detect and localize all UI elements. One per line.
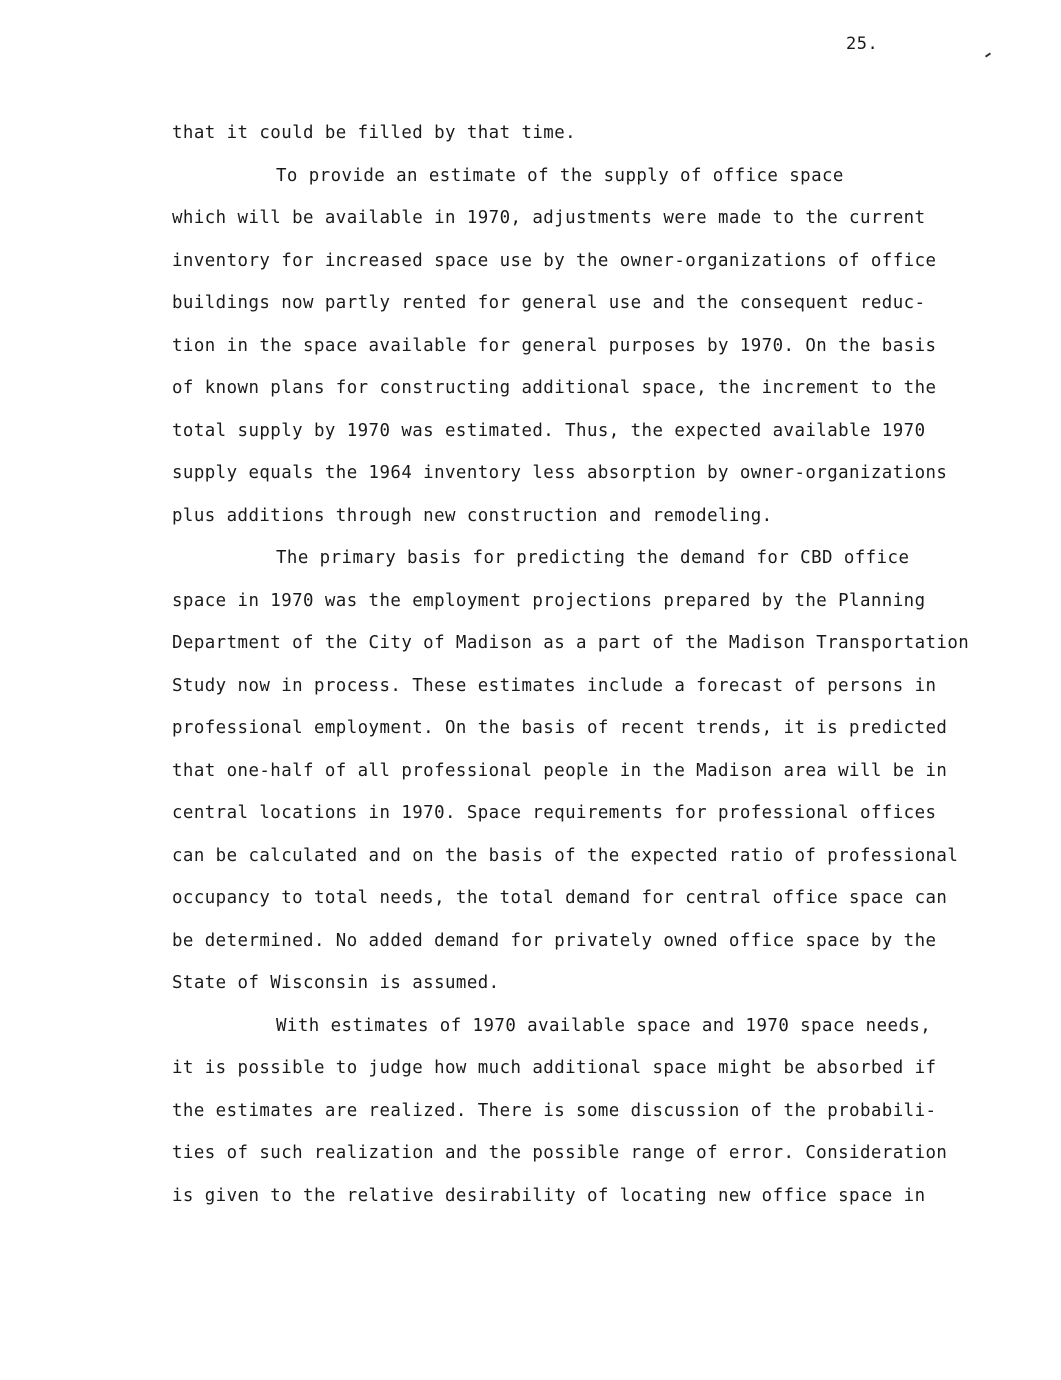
text-line: space in 1970 was the employment projections prepared by the Planning [172, 590, 926, 611]
text-line: With estimates of 1970 available space and 1970 space needs, [276, 1015, 932, 1036]
text-line: Study now in process. These estimates include a forecast of persons in [172, 675, 937, 696]
text-line: of known plans for constructing additional space, the increment to the [172, 378, 937, 398]
text-line: tion in the space available for general purposes by 1970. On the basis [172, 335, 937, 356]
text-line: To provide an estimate of the supply of office space [276, 165, 844, 186]
text-line: Department of the City of Madison as a part of the Madison Transportation [172, 633, 970, 653]
text-line: the estimates are realized. There is some discussion of the probabili- [172, 1100, 937, 1121]
text-line: central locations in 1970. Space requirements for professional offices [172, 803, 937, 823]
text-line: which will be available in 1970, adjustments were made to the current [172, 208, 926, 228]
stray-mark [985, 52, 991, 57]
text-line: State of Wisconsin is assumed. [172, 973, 500, 993]
text-line: inventory for increased space use by the owner-organizations of office [172, 250, 937, 271]
text-line: ties of such realization and the possible range of error. Consideration [172, 1143, 948, 1163]
page-number: 25. [846, 34, 879, 54]
text-line: professional employment. On the basis of recent trends, it is predicted [172, 718, 948, 738]
text-line: can be calculated and on the basis of the expected ratio of professional [172, 845, 959, 866]
text-line: it is possible to judge how much additional space might be absorbed if [172, 1058, 937, 1078]
text-line: occupancy to total needs, the total demand for central office space can [172, 888, 948, 908]
text-line: be determined. No added demand for privately owned office space by the [172, 930, 937, 951]
text-line: supply equals the 1964 inventory less absorption by owner-organizations [172, 463, 948, 483]
text-line: that one-half of all professional people in the Madison area will be in [172, 760, 948, 781]
text-line: plus additions through new construction and remodeling. [172, 505, 773, 526]
body-text [172, 112, 992, 1217]
text-line: The primary basis for predicting the demand for CBD office [276, 548, 910, 568]
text-line: is given to the relative desirability of locating new office space in [172, 1185, 926, 1206]
text-line: that it could be filled by that time. [172, 123, 577, 143]
text-line: total supply by 1970 was estimated. Thus, the expected available 1970 [172, 420, 926, 441]
text-line: buildings now partly rented for general use and the consequent reduc- [172, 293, 926, 313]
